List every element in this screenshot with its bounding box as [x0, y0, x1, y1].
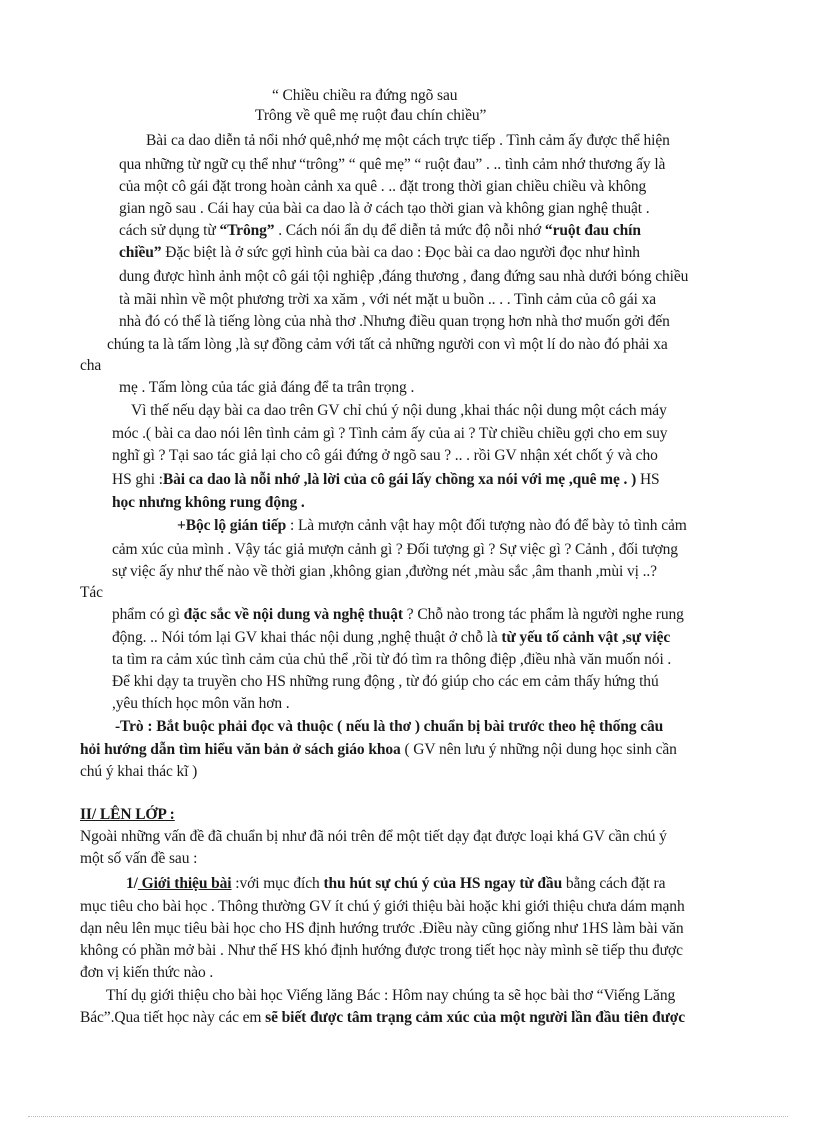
- text-span: ( GV nên lưu ý những nội dung học sinh cần: [400, 741, 677, 758]
- text-line: mục tiêu cho bài học . Thông thường GV ít chú ý giới thiệu bài hoặc khi giới thiệu chưa dám mạnh: [80, 898, 685, 915]
- text-span: . Cách nói ẩn dụ để diễn tả mức độ nỗi nhớ: [274, 222, 545, 239]
- text-line: [119, 243, 640, 263]
- text-span: cách sử dụng từ: [119, 222, 220, 239]
- text-line: cha: [80, 357, 102, 374]
- text-line: mẹ . Tấm lòng của tác giả đáng để ta trân trọng .: [119, 379, 415, 396]
- bold-span: đặc sắc về nội dung và nghệ thuật: [183, 606, 403, 623]
- text-span: HS: [636, 471, 660, 488]
- text-line: qua những từ ngữ cụ thể như “trông” “ quê mẹ” “ ruột đau” . .. tình cảm nhớ thương ấy là: [119, 156, 666, 173]
- text-line: nghĩ gì ? Tại sao tác giả lại cho cô gái đứng ở ngõ sau ? .. . rồi GV nhận xét chốt ý và cho: [112, 447, 658, 464]
- text-line: [112, 628, 670, 648]
- text-line: -Trò : Bắt buộc phải đọc và thuộc ( nếu là thơ ) chuẩn bị bài trước theo hệ thống câu: [115, 718, 664, 735]
- text-line: học nhưng không rung động .: [112, 494, 305, 511]
- text-line: nhà đó có thể là tiếng lòng của nhà thơ .Nhưng điều quan trọng hơn nhà thơ muốn gởi đến: [119, 313, 670, 330]
- text-line: cảm xúc của mình . Vậy tác giả mượn cảnh gì ? Đối tượng gì ? Sự việc gì ? Cảnh , đối tượng: [112, 541, 678, 558]
- text-line: [177, 516, 687, 536]
- text-line: Ngoài những vấn đề đã chuẩn bị như đã nói trên để một tiết dạy đạt được loại khá GV cần chú ý: [80, 828, 667, 845]
- text-line: [80, 1008, 685, 1028]
- section-heading: II/ LÊN LỚP :: [80, 806, 175, 823]
- text-line: [112, 605, 684, 625]
- bold-span: “ruột đau chín: [544, 222, 641, 239]
- text-line: không có phần mở bài . Như thế HS khó định hướng được trong tiết học này mình sẽ tiếp thu được: [80, 942, 683, 959]
- bold-span: thu hút sự chú ý của HS ngay từ đầu: [323, 875, 563, 892]
- bold-span: sẽ biết được tâm trạng cảm xúc của một người lần đầu tiên được: [265, 1009, 686, 1026]
- item-title: Giới thiệu bài: [137, 875, 232, 892]
- bold-span: +Bộc lộ gián tiếp: [177, 517, 287, 534]
- text-line: dung được hình ảnh một cô gái tội nghiệp ,đáng thương , đang đứng sau nhà dưới bóng chiều: [119, 268, 689, 285]
- item-number: 1/: [126, 875, 138, 892]
- text-span: Bác”.Qua tiết học này các em: [80, 1009, 266, 1026]
- bold-span: “Trông”: [219, 222, 275, 239]
- text-line: ,yêu thích học môn văn hơn .: [112, 695, 290, 712]
- text-line: móc .( bài ca dao nói lên tình cảm gì ? Tình cảm ấy của ai ? Từ chiều chiều gợi cho em suy: [112, 425, 668, 442]
- text-span: HS ghi :: [112, 471, 163, 488]
- text-line: sự việc ấy như thế nào về thời gian ,không gian ,đường nét ,màu sắc ,âm thanh ,mùi vị ..?: [112, 563, 657, 580]
- poem-line-1: “ Chiều chiều ra đứng ngõ sau: [272, 87, 458, 104]
- page-footer-divider: [28, 1116, 788, 1117]
- text-line: Để khi dạy ta truyền cho HS những rung động , từ đó giúp cho các em cảm thấy hứng thú: [112, 673, 659, 690]
- text-line: [119, 221, 641, 241]
- text-span: ? Chỗ nào trong tác phẩm là người nghe rung: [403, 606, 684, 623]
- text-span: bằng cách đặt ra: [562, 875, 666, 892]
- text-span: : Là mượn cảnh vật hay một đối tượng nào đó để bày tỏ tình cảm: [286, 517, 687, 534]
- poem-line-2: Trông về quê mẹ ruột đau chín chiều”: [255, 107, 487, 124]
- text-line: dạn nêu lên mục tiêu bài học cho HS định hướng trước .Điều này cũng giống như 1HS làm bài văn: [80, 920, 684, 937]
- text-line: tà mãi nhìn về một phương trời xa xăm , với nét mặt u buồn .. . . Tình cảm của cô gái xa: [119, 291, 657, 308]
- bold-span: chiều”: [119, 244, 162, 261]
- text-line: Thí dụ giới thiệu cho bài học Viếng lăng Bác : Hôm nay chúng ta sẽ học bài thơ “Viếng Lăng: [106, 987, 676, 1004]
- text-line: gian ngõ sau . Cái hay của bài ca dao là ở cách tạo thời gian và không gian nghệ thuật .: [119, 200, 650, 217]
- text-span: Đặc biệt là ở sức gợi hình của bài ca dao : Đọc bài ca dao người đọc như hình: [161, 244, 640, 261]
- text-line: đơn vị kiến thức nào .: [80, 964, 214, 981]
- text-line: [126, 874, 665, 894]
- text-line: một số vấn đề sau :: [80, 850, 198, 867]
- bold-span: Bài ca dao là nỗi nhớ ,là lời của cô gái lấy chồng xa nói với mẹ ,quê mẹ . ): [162, 471, 637, 488]
- bold-span: từ yếu tố cảnh vật ,sự việc: [501, 629, 671, 646]
- text-line: ta tìm ra cảm xúc tình cảm của chủ thể ,rồi từ đó tìm ra thông điệp ,điều nhà văn muốn nói .: [112, 651, 672, 668]
- text-line: Vì thế nếu dạy bài ca dao trên GV chỉ chú ý nội dung ,khai thác nội dung một cách máy: [131, 402, 667, 419]
- text-line: Bài ca dao diễn tả nổi nhớ quê,nhớ mẹ một cách trực tiếp . Tình cảm ấy được thể hiện: [146, 132, 670, 149]
- text-span: :với mục đích: [231, 875, 324, 892]
- text-line: [80, 740, 677, 760]
- text-line: chúng ta là tấm lòng ,là sự đồng cảm với tất cả những người con vì một lí do nào đó phải xa: [107, 336, 668, 353]
- text-line: Tác: [80, 584, 103, 601]
- bold-span: hỏi hướng dẫn tìm hiểu văn bản ở sách giáo khoa: [80, 741, 401, 758]
- text-line: chú ý khai thác kĩ ): [80, 763, 198, 780]
- text-line: [112, 470, 660, 490]
- text-line: của một cô gái đặt trong hoàn cảnh xa quê . .. đặt trong thời gian chiều chiều và không: [119, 178, 647, 195]
- text-span: động. .. Nói tóm lại GV khai thác nội dung ,nghệ thuật ở chỗ là: [112, 629, 502, 646]
- text-span: phẩm có gì: [112, 606, 184, 623]
